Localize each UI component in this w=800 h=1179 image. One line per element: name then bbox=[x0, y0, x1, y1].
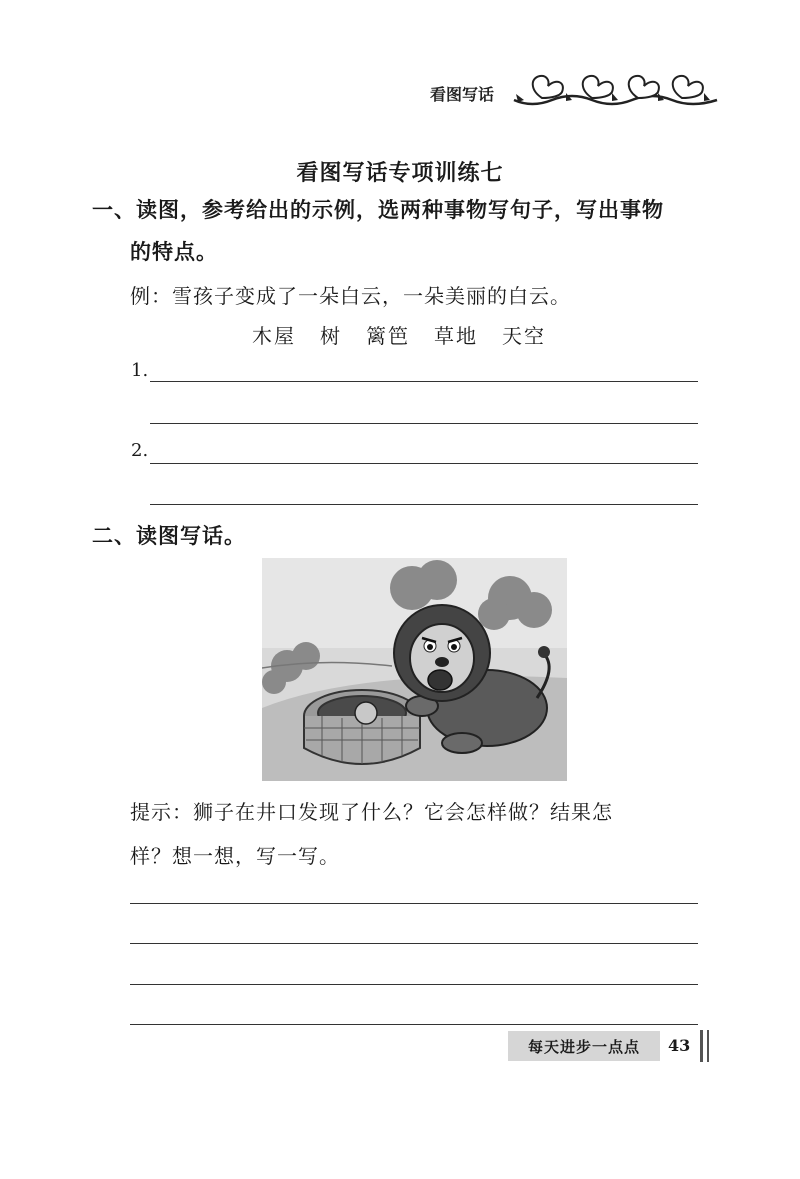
hint-text-continued: 样？想一想，写一写。 bbox=[130, 844, 340, 868]
page-number: 43 bbox=[668, 1036, 691, 1055]
writing-line[interactable] bbox=[130, 903, 698, 904]
word-item: 木屋 bbox=[252, 324, 296, 348]
writing-line[interactable] bbox=[130, 1024, 698, 1025]
item-number: 2. bbox=[131, 440, 149, 461]
writing-line[interactable] bbox=[130, 943, 698, 944]
page-title: 看图写话专项训练七 bbox=[296, 160, 504, 186]
word-item: 树 bbox=[320, 324, 342, 348]
footer-divider bbox=[707, 1030, 709, 1062]
word-list bbox=[252, 320, 546, 349]
writing-line[interactable] bbox=[150, 463, 698, 464]
example-sentence: 例：雪孩子变成了一朵白云，一朵美丽的白云。 bbox=[130, 284, 571, 308]
word-item: 天空 bbox=[502, 324, 546, 348]
section1-heading: 一、读图，参考给出的示例，选两种事物写句子，写出事物 bbox=[92, 198, 664, 222]
writing-line[interactable] bbox=[150, 504, 698, 505]
writing-line[interactable] bbox=[150, 381, 698, 382]
header-label: 看图写话 bbox=[430, 85, 495, 104]
section1-heading-continued: 的特点。 bbox=[130, 240, 218, 264]
hint-text: 提示：狮子在井口发现了什么？它会怎样做？结果怎 bbox=[130, 800, 613, 824]
lion-at-well-picture bbox=[262, 558, 567, 781]
footer-slogan: 每天进步一点点 bbox=[508, 1031, 660, 1061]
word-item: 篱笆 bbox=[366, 324, 410, 348]
writing-line[interactable] bbox=[130, 984, 698, 985]
item-number: 1. bbox=[131, 360, 149, 381]
writing-line[interactable] bbox=[150, 423, 698, 424]
vine-decoration-icon bbox=[512, 70, 722, 114]
footer-divider bbox=[700, 1030, 703, 1062]
word-item: 草地 bbox=[434, 324, 478, 348]
section2-heading: 二、读图写话。 bbox=[92, 524, 246, 548]
